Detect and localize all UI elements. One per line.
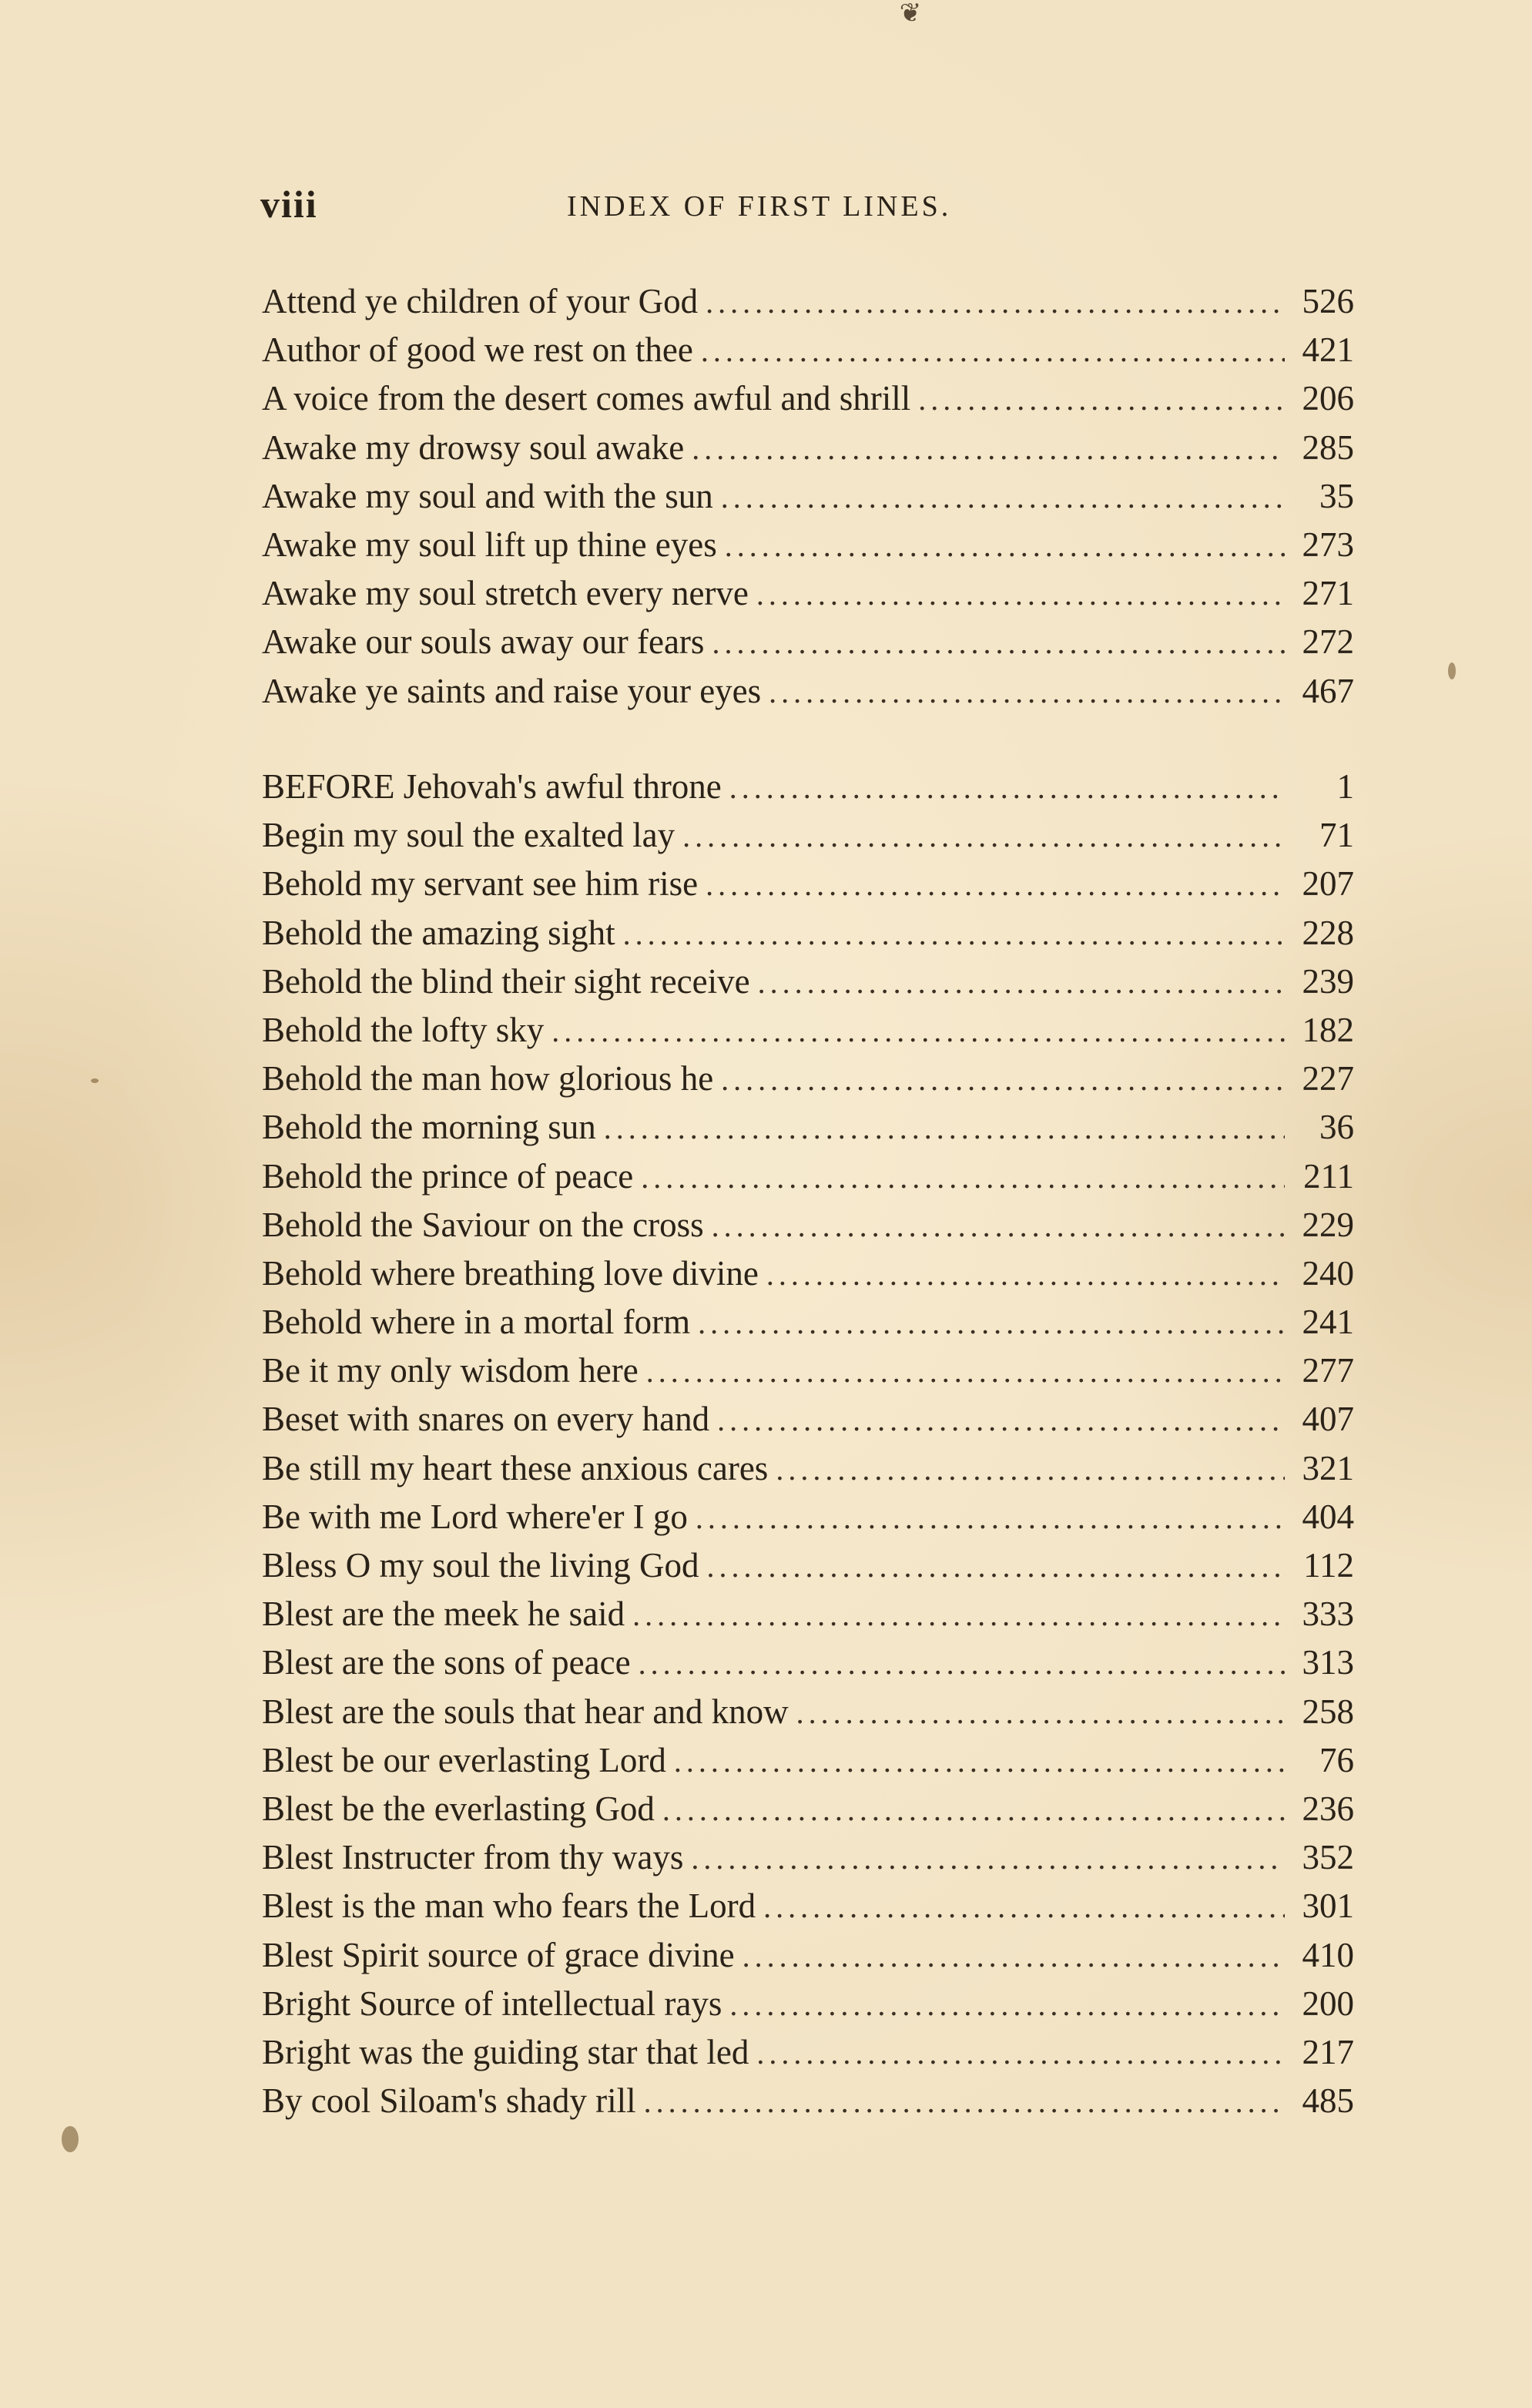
index-entry — [262, 1201, 1354, 1249]
index-entry — [262, 763, 1354, 811]
first-line: Begin my soul the exalted lay — [262, 816, 675, 855]
index-entry — [262, 472, 1354, 521]
first-line: Awake my soul and with the sun — [262, 476, 713, 515]
leader-dots — [763, 1883, 1285, 1931]
page-reference: 333 — [1302, 1595, 1354, 1634]
index-entry — [262, 618, 1354, 666]
page-reference: 71 — [1319, 816, 1354, 855]
leader-dots — [712, 1202, 1285, 1250]
first-line: Behold my servant see him rise — [262, 864, 699, 904]
index-entry — [262, 1590, 1354, 1638]
page-reference: 352 — [1302, 1838, 1354, 1877]
index-entry — [262, 1444, 1354, 1493]
page-reference: 285 — [1302, 428, 1354, 467]
page-reference: 277 — [1302, 1351, 1354, 1390]
fleuron-icon: ❦ — [899, 0, 922, 28]
leader-dots — [698, 1299, 1285, 1347]
leader-dots — [756, 2029, 1285, 2078]
index-entry — [262, 569, 1354, 618]
index-entry — [262, 1541, 1354, 1590]
first-line: BEFORE Jehovah's awful throne — [262, 767, 722, 806]
leader-dots — [725, 522, 1285, 570]
first-line: Be with me Lord where'er I go — [262, 1497, 688, 1536]
first-line: A voice from the desert comes awful and shrill — [262, 379, 911, 418]
leader-dots — [706, 860, 1285, 909]
page-reference: 321 — [1302, 1448, 1354, 1487]
index-entry — [262, 667, 1354, 716]
page-reference: 485 — [1302, 2081, 1354, 2121]
index-entry — [262, 521, 1354, 569]
page-reference: 112 — [1303, 1546, 1354, 1585]
first-line: Behold the blind their sight receive — [262, 961, 750, 1001]
first-line: Author of good we rest on thee — [262, 330, 693, 370]
leader-dots — [701, 327, 1285, 375]
page-reference: 211 — [1303, 1156, 1354, 1196]
first-line: Blest be our everlasting Lord — [262, 1740, 666, 1779]
leader-dots — [632, 1591, 1285, 1639]
first-line: Behold where breathing love divine — [262, 1253, 759, 1293]
index-entry — [262, 1298, 1354, 1347]
page-reference: 236 — [1302, 1789, 1354, 1828]
first-line: Be it my only wisdom here — [262, 1351, 639, 1390]
page-reference: 301 — [1302, 1886, 1354, 1926]
leader-dots — [623, 910, 1285, 958]
leader-dots — [707, 1542, 1285, 1591]
running-title: INDEX OF FIRST LINES. — [567, 190, 952, 223]
index-entry — [262, 1347, 1354, 1395]
leader-dots — [706, 278, 1285, 327]
first-line: Blest are the sons of peace — [262, 1643, 631, 1682]
page-reference: 200 — [1302, 1984, 1354, 2023]
index-entry — [262, 277, 1354, 326]
index-entry — [262, 424, 1354, 472]
index-entry — [262, 1638, 1354, 1687]
leader-dots — [918, 375, 1285, 424]
first-line: Beset with snares on every hand — [262, 1400, 710, 1439]
first-line: Behold the prince of peace — [262, 1156, 634, 1196]
first-line: Behold the lofty sky — [262, 1010, 545, 1049]
index-entry — [262, 374, 1354, 423]
index-entry — [262, 2028, 1354, 2077]
page-reference: 421 — [1302, 330, 1354, 370]
leader-dots — [644, 2078, 1285, 2126]
first-line: Bright was the guiding star that led — [262, 2032, 749, 2071]
index-entry — [262, 1882, 1354, 1930]
page-reference: 241 — [1302, 1303, 1354, 1342]
first-line: Attend ye children of your God — [262, 282, 699, 320]
leader-dots — [696, 1494, 1285, 1542]
ink-spot — [91, 1078, 99, 1083]
leader-dots — [721, 473, 1285, 522]
index-entry — [262, 1055, 1354, 1103]
page-reference: 240 — [1302, 1253, 1354, 1293]
leader-dots — [604, 1104, 1285, 1152]
index-entry — [262, 1785, 1354, 1833]
leader-dots — [682, 812, 1285, 860]
first-line: Behold the amazing sight — [262, 913, 615, 952]
leader-dots — [729, 763, 1285, 812]
page-reference: 404 — [1302, 1497, 1354, 1536]
leader-dots — [756, 570, 1285, 619]
leader-dots — [717, 1396, 1285, 1444]
leader-dots — [662, 1786, 1285, 1834]
leader-dots — [641, 1153, 1285, 1202]
first-line: Bless O my soul the living God — [262, 1546, 699, 1585]
first-line: Blest Instructer from thy ways — [262, 1838, 684, 1877]
leader-dots — [712, 619, 1285, 667]
leader-dots — [691, 1834, 1285, 1883]
index-entry — [262, 1152, 1354, 1201]
ink-spot — [62, 2126, 79, 2152]
leader-dots — [639, 1639, 1285, 1688]
page-reference: 36 — [1319, 1108, 1354, 1147]
page-reference: 1 — [1336, 767, 1354, 806]
index-group-b — [262, 763, 1354, 2125]
leader-dots — [776, 1445, 1285, 1494]
first-line: Behold the morning sun — [262, 1108, 596, 1147]
index-entry — [262, 811, 1354, 860]
page-reference: 217 — [1302, 2032, 1354, 2071]
index-entry — [262, 2077, 1354, 2125]
page-reference: 76 — [1319, 1740, 1354, 1779]
first-line: Behold the man how glorious he — [262, 1059, 714, 1098]
first-line: Blest Spirit source of grace divine — [262, 1935, 735, 1974]
leader-dots — [646, 1347, 1285, 1396]
leader-dots — [769, 668, 1285, 716]
index-entry — [262, 1980, 1354, 2028]
first-line: Awake ye saints and raise your eyes — [262, 671, 762, 710]
page-reference: 239 — [1302, 961, 1354, 1001]
first-line: Blest are the meek he said — [262, 1595, 625, 1634]
leader-dots — [692, 424, 1285, 473]
first-line: Awake my drowsy soul awake — [262, 428, 685, 467]
leader-dots — [674, 1737, 1285, 1786]
page-reference: 182 — [1302, 1010, 1354, 1049]
index-entry — [262, 1493, 1354, 1541]
first-line: Awake my soul stretch every nerve — [262, 574, 749, 613]
index-entry — [262, 1833, 1354, 1882]
index-entry — [262, 1249, 1354, 1298]
first-line: Awake our souls away our fears — [262, 622, 705, 662]
first-line: Blest are the souls that hear and know — [262, 1692, 789, 1731]
first-line: Blest is the man who fears the Lord — [262, 1886, 756, 1926]
page-reference: 228 — [1302, 913, 1354, 952]
page-reference: 526 — [1302, 282, 1354, 320]
index-entry — [262, 957, 1354, 1006]
page-reference: 227 — [1302, 1059, 1354, 1098]
page-reference: 313 — [1302, 1643, 1354, 1682]
index-entry — [262, 909, 1354, 957]
page-reference: 407 — [1302, 1400, 1354, 1439]
page-reference: 206 — [1302, 379, 1354, 418]
page-reference: 271 — [1302, 574, 1354, 613]
first-line: By cool Siloam's shady rill — [262, 2081, 636, 2121]
leader-dots — [758, 958, 1285, 1007]
leader-dots — [743, 1932, 1285, 1980]
first-line: Awake my soul lift up thine eyes — [262, 525, 717, 564]
page-reference: 35 — [1319, 476, 1354, 515]
leader-dots — [729, 1980, 1285, 2029]
page-number: viii — [260, 183, 318, 226]
page-reference: 467 — [1302, 671, 1354, 710]
leader-dots — [796, 1689, 1285, 1737]
leader-dots — [721, 1055, 1285, 1104]
first-line: Blest be the everlasting God — [262, 1789, 655, 1828]
index-entry — [262, 1931, 1354, 1980]
index-entry — [262, 1395, 1354, 1444]
index-group-a — [262, 277, 1354, 716]
page-reference: 258 — [1302, 1692, 1354, 1731]
page-header — [260, 182, 1362, 228]
page-reference: 207 — [1302, 864, 1354, 904]
index-entry — [262, 1103, 1354, 1152]
page-reference: 272 — [1302, 622, 1354, 662]
page-reference: 229 — [1302, 1205, 1354, 1244]
leader-dots — [766, 1250, 1285, 1299]
first-line: Behold the Saviour on the cross — [262, 1205, 704, 1244]
first-line: Be still my heart these anxious cares — [262, 1448, 769, 1487]
page-reference: 410 — [1302, 1935, 1354, 1974]
leader-dots — [551, 1007, 1285, 1055]
first-line: Bright Source of intellectual rays — [262, 1984, 722, 2023]
index-entry — [262, 1736, 1354, 1785]
index-entry — [262, 1688, 1354, 1736]
index-entry — [262, 1006, 1354, 1055]
ink-spot — [1448, 662, 1456, 679]
index-entry — [262, 860, 1354, 908]
first-line: Behold where in a mortal form — [262, 1303, 691, 1342]
page-reference: 273 — [1302, 525, 1354, 564]
index-entry — [262, 326, 1354, 374]
